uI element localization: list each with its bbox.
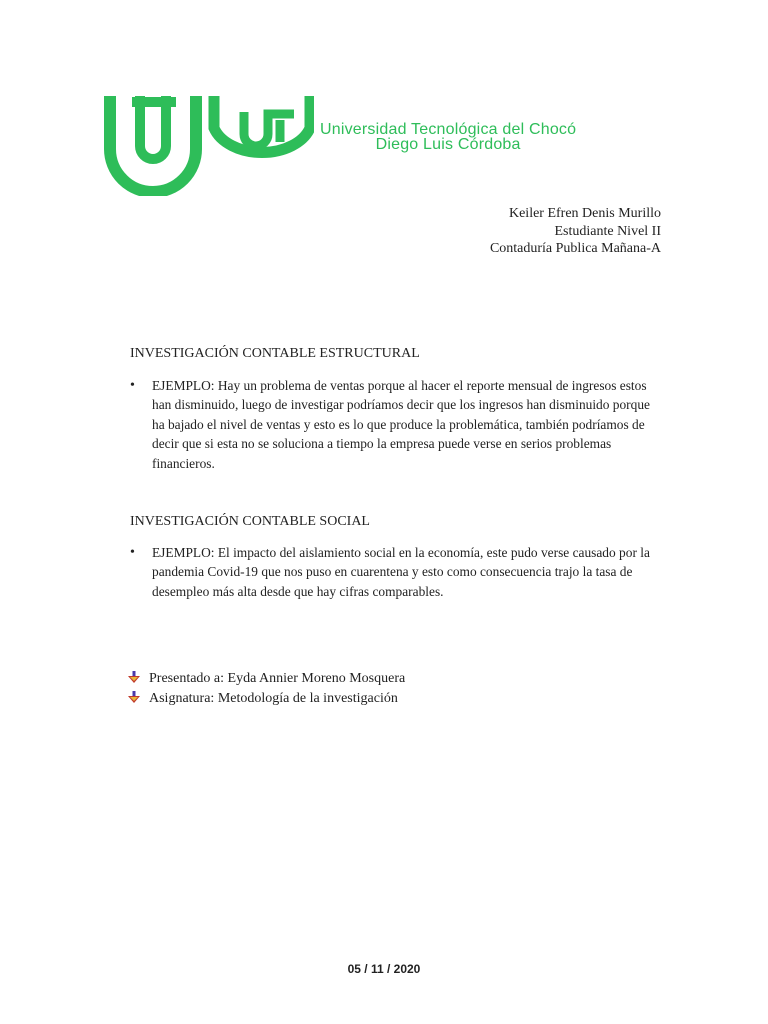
bullet-text-social: EJEMPLO: El impacto del aislamiento social en la economía, este pudo verse causado por la pandemia Covid-19 que nos puso en cuarentena y esto como consecuencia trajo la tasa de desempleo más alta desde que hay cifras comparables.	[152, 545, 650, 599]
university-name-block	[320, 122, 576, 152]
bullet-text-estructural: EJEMPLO: Hay un problema de ventas porque al hacer el reporte mensual de ingresos estos han disminuido, luego de investigar podríamos decir que los ingresos han disminuido porque ha bajado el nivel de ventas y esto es lo que produce la problemática, también podríamos de decir que si esta no se soluciona a tiempo la empresa puede verse en serios problemas financieros.	[152, 378, 650, 471]
bullet-dot-icon: •	[130, 545, 135, 560]
author-name: Keiler Efren Denis Murillo	[508, 206, 661, 221]
subject-item	[128, 691, 398, 707]
bullet-item-estructural	[130, 376, 665, 473]
document-date: 05 / 11 / 2020	[347, 962, 421, 976]
subject-text: Asignatura: Metodología de la investigación	[149, 691, 398, 706]
section-title-social: INVESTIGACIÓN CONTABLE SOCIAL	[130, 514, 370, 529]
author-level: Estudiante Nivel II	[554, 223, 661, 239]
university-logo	[104, 94, 684, 196]
bullet-item-social	[130, 543, 665, 601]
university-subtitle: Diego Luis Córdoba	[375, 136, 521, 153]
presented-to-text: Presentado a: Eyda Annier Moreno Mosquera	[149, 671, 406, 686]
author-program: Contaduría Publica Mañana-A	[489, 241, 661, 256]
arrow-down-bullet-icon	[128, 671, 140, 684]
author-block	[490, 205, 661, 258]
bullet-dot-icon: •	[130, 378, 135, 393]
arrow-down-bullet-icon	[128, 691, 140, 704]
section-title-estructural: INVESTIGACIÓN CONTABLE ESTRUCTURAL	[130, 346, 420, 361]
utch-emblem-icon	[104, 94, 314, 196]
presented-to-item	[128, 671, 405, 687]
university-name: Universidad Tecnológica del Chocó	[320, 121, 577, 138]
